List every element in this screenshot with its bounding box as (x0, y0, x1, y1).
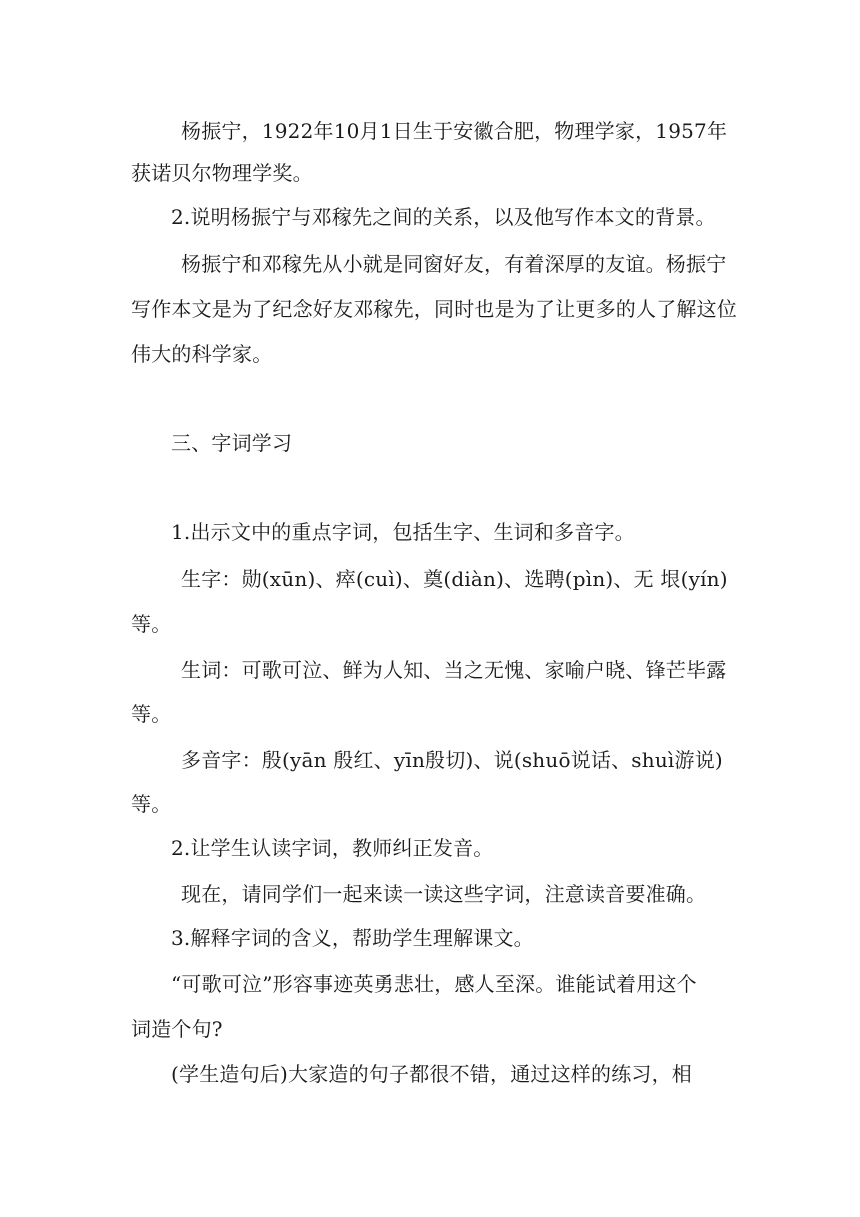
paragraph-line: 等。 (131, 702, 172, 726)
paragraph-line: 现在，请同学们一起来读一读这些字词，注意读音要准确。 (181, 882, 707, 906)
paragraph-line: 获诺贝尔物理学奖。 (131, 161, 313, 185)
paragraph-line: 生字：勋(xūn)、瘁(cuì)、奠(diàn)、选聘(pìn)、无 垠(yín) (181, 567, 728, 591)
paragraph-line: 等。 (131, 612, 172, 636)
paragraph-line: 词造个句? (131, 1017, 223, 1041)
paragraph-line: 多音字：殷(yān 殷红、yīn殷切)、说(shuō说话、shuì游说) (181, 748, 723, 772)
paragraph-line: “可歌可泣”形容事迹英勇悲壮，感人至深。谁能试着用这个 (171, 972, 697, 996)
paragraph-line: 伟大的科学家。 (131, 342, 273, 366)
paragraph-line: 杨振宁和邓稼先从小就是同窗好友，有着深厚的友谊。杨振宁 (181, 252, 727, 276)
paragraph-line: (学生造句后)大家造的句子都很不错，通过这样的练习，相 (171, 1062, 693, 1086)
paragraph-line: 等。 (131, 792, 172, 816)
list-item: 2.让学生认读字词，教师纠正发音。 (171, 836, 494, 860)
paragraph-line: 生词：可歌可泣、鲜为人知、当之无愧、家喻户晓、锋芒毕露 (181, 658, 727, 682)
list-item: 2.说明杨振宁与邓稼先之间的关系，以及他写作本文的背景。 (171, 205, 716, 229)
list-item: 3.解释字词的含义，帮助学生理解课文。 (171, 926, 534, 950)
section-heading: 三、字词学习 (171, 431, 293, 455)
paragraph-line: 写作本文是为了纪念好友邓稼先，同时也是为了让更多的人了解这位 (131, 297, 737, 321)
paragraph-line: 杨振宁，1922年10月1日生于安徽合肥，物理学家，1957年 (181, 119, 728, 143)
list-item: 1.出示文中的重点字词，包括生字、生词和多音字。 (171, 520, 635, 544)
